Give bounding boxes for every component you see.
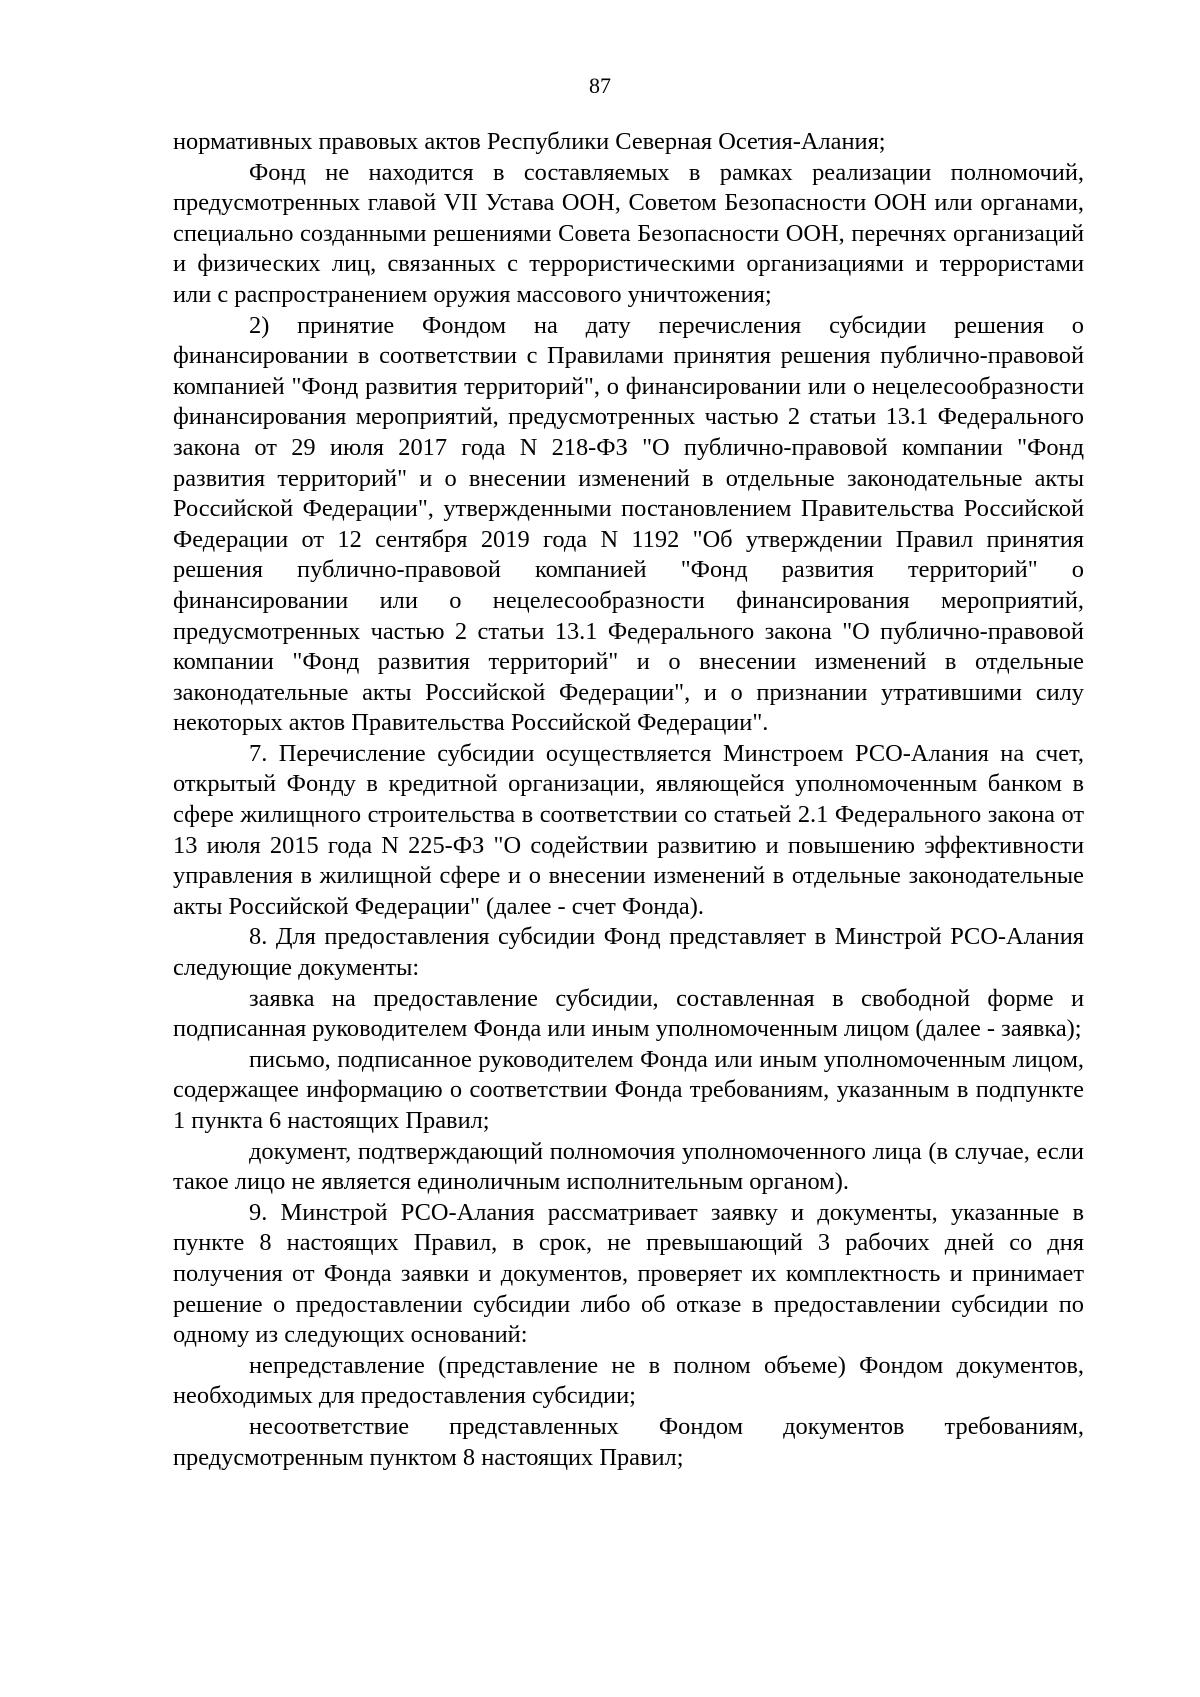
paragraph: несоответствие представленных Фондом документов требованиям, предусмотренным пунктом 8 настоящих Правил; — [173, 1412, 1084, 1471]
paragraph: непредставление (представление не в полном объеме) Фондом документов, необходимых для предоставления субсидии; — [173, 1351, 1084, 1410]
paragraph: документ, подтверждающий полномочия уполномоченного лица (в случае, если такое лицо не является единоличным исполнительным органом). — [173, 1137, 1084, 1196]
page-number: 87 — [589, 73, 611, 98]
paragraph: 7. Перечисление субсидии осуществляется Минстроем РСО-Алания на счет, открытый Фонду в кредитной организации, являющейся уполномоченным банком в сфере жилищного строительства в соответствии со статьей 2.1 Федерального закона от 13 июля 2015 года N 225-ФЗ "О содействии развитию и повышению эффективности управления в жилищной сфере и о внесении изменений в отдельные законодательные акты Российской Федерации" (далее - счет Фонда). — [173, 739, 1084, 920]
paragraph: 8. Для предоставления субсидии Фонд представляет в Минстрой РСО-Алания следующие документы: — [173, 923, 1084, 982]
paragraph: заявка на предоставление субсидии, составленная в свободной форме и подписанная руководителем Фонда или иным уполномоченным лицом (далее - заявка); — [173, 984, 1084, 1043]
paragraph: письмо, подписанное руководителем Фонда или иным уполномоченным лицом, содержащее информацию о соответствии Фонда требованиям, указанным в подпункте 1 пункта 6 настоящих Правил; — [173, 1045, 1084, 1134]
paragraph: Фонд не находится в составляемых в рамках реализации полномочий, предусмотренных главой VII Устава ООН, Советом Безопасности ООН или органами, специально созданными решениями Совета Безопасности ООН, перечнях организаций и физических лиц, связанных с террористическими организациями и террористами или с распространением оружия массового уничтожения; — [173, 158, 1084, 308]
paragraph: нормативных правовых актов Республики Северная Осетия-Алания; — [173, 128, 886, 155]
document-body — [173, 127, 1084, 1473]
paragraph: 2) принятие Фондом на дату перечисления субсидии решения о финансировании в соответствии с Правилами принятия решения публично-правовой компанией "Фонд развития территорий", о финансировании или о нецелесообразности финансирования мероприятий, предусмотренных частью 2 статьи 13.1 Федерального закона от 29 июля 2017 года N 218-ФЗ "О публично-правовой компании "Фонд развития территорий" и о внесении изменений в отдельные законодательные акты Российской Федерации", утвержденными постановлением Правительства Российской Федерации от 12 сентября 2019 года N 1192 "Об утверждении Правил принятия решения публично-правовой компанией "Фонд развития территорий" о финансировании или о нецелесообразности финансирования мероприятий, предусмотренных частью 2 статьи 13.1 Федерального закона "О публично-правовой компании "Фонд развития территорий" и о внесении изменений в отдельные законодательные акты Российской Федерации", и о признании утратившими силу некоторых актов Правительства Российской Федерации". — [173, 311, 1084, 737]
paragraph: 9. Минстрой РСО-Алания рассматривает заявку и документы, указанные в пункте 8 настоящих Правил, в срок, не превышающий 3 рабочих дней со дня получения от Фонда заявки и документов, проверяет их комплектность и принимает решение о предоставлении субсидии либо об отказе в предоставлении субсидии по одному из следующих оснований: — [173, 1198, 1084, 1349]
